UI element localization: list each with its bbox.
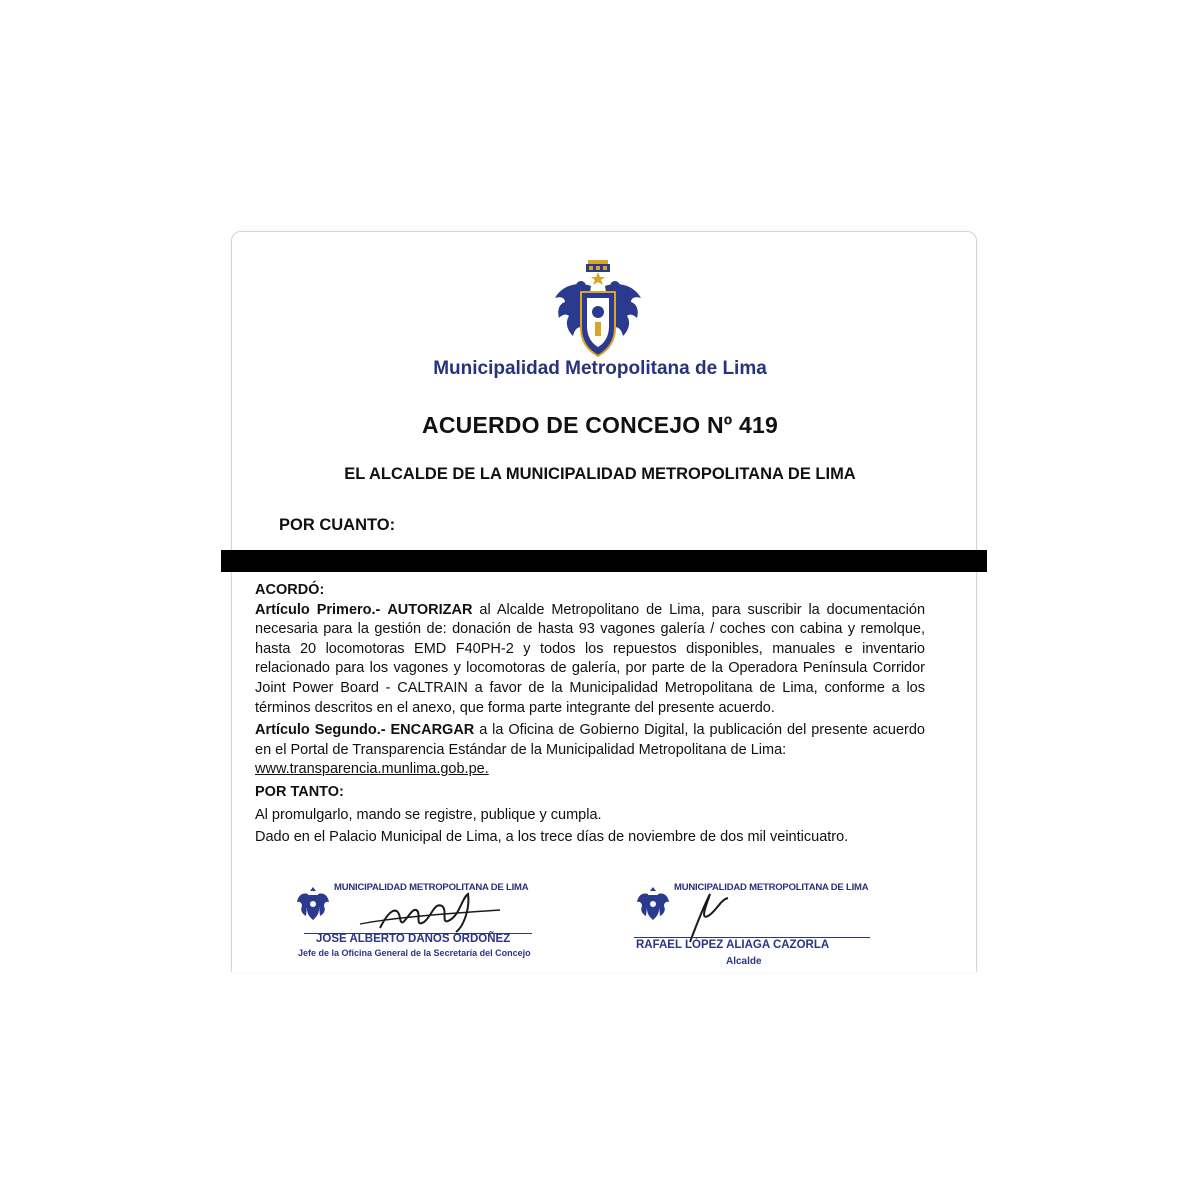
signature-block-right — [630, 880, 890, 965]
article-primero-label: Artículo Primero.- — [255, 601, 381, 618]
article-segundo-verb: ENCARGAR — [390, 722, 475, 739]
por-cuanto-heading: POR CUANTO: — [279, 516, 396, 534]
closing-line-2: Dado en el Palacio Municipal de Lima, a los trece días de noviembre de dos mil veinticuatro. — [255, 829, 849, 846]
document-subtitle: EL ALCALDE DE LA MUNICIPALIDAD METROPOLITANA DE LIMA — [344, 465, 856, 483]
organization-name: Municipalidad Metropolitana de Lima — [433, 358, 767, 379]
stamp-org-left: MUNICIPALIDAD METROPOLITANA DE LIMA — [334, 882, 529, 893]
document-body — [255, 581, 925, 848]
article-primero — [255, 601, 925, 719]
signer-role-left: Jefe de la Oficina General de la Secretaría del Concejo — [298, 948, 531, 958]
lima-coat-of-arms-icon — [551, 258, 645, 362]
por-tanto-heading: POR TANTO: — [255, 783, 344, 800]
article-primero-verb: AUTORIZAR — [387, 601, 473, 618]
signer-name-left: JOSE ALBERTO DANOS ORDOÑEZ — [316, 933, 511, 945]
article-segundo-label: Artículo Segundo.- — [255, 722, 386, 739]
stamp-org-right: MUNICIPALIDAD METROPOLITANA DE LIMA — [674, 882, 869, 893]
handwritten-signature-right — [670, 886, 750, 944]
signer-name-right: RAFAEL LÓPEZ ALIAGA CAZORLA — [636, 939, 830, 951]
stamp-crest-icon — [296, 884, 330, 922]
closing-line-1: Al promulgarlo, mando se registre, publique y cumpla. — [255, 806, 602, 823]
article-segundo — [255, 721, 925, 780]
handwritten-signature-left — [350, 888, 510, 938]
signature-block-left — [290, 880, 550, 965]
article-primero-text: al Alcalde Metropolitano de Lima, para suscribir la documentación necesaria para la gestión de: donación de hasta 93 vagones galería / coches con cabina y remolque, hasta 20 locomotoras EMD F40PH-2 y todos los repuestos disponibles, manuales e inventario relacionado para los vagones y locomotoras de galería, por parte de la Operadora Península Corridor Joint Power Board - CALTRAIN a favor de la Municipalidad Metropolitana de Lima, conforme a los términos descritos en el anexo, que forma parte integrante del presente acuerdo. — [255, 601, 926, 716]
acordo-heading: ACORDÓ: — [255, 582, 325, 598]
transparency-link[interactable]: www.transparencia.munlima.gob.pe. — [255, 761, 489, 778]
document-title: ACUERDO DE CONCEJO Nº 419 — [422, 412, 778, 438]
article-segundo-text: a la Oficina de Gobierno Digital, la publicación del presente acuerdo en el Portal de Transparencia Estándar de la Municipalidad Metropolitana de Lima: — [255, 722, 925, 758]
redaction-bar — [221, 550, 987, 572]
stamp-crest-icon — [636, 884, 670, 922]
signer-role-right: Alcalde — [726, 956, 762, 967]
